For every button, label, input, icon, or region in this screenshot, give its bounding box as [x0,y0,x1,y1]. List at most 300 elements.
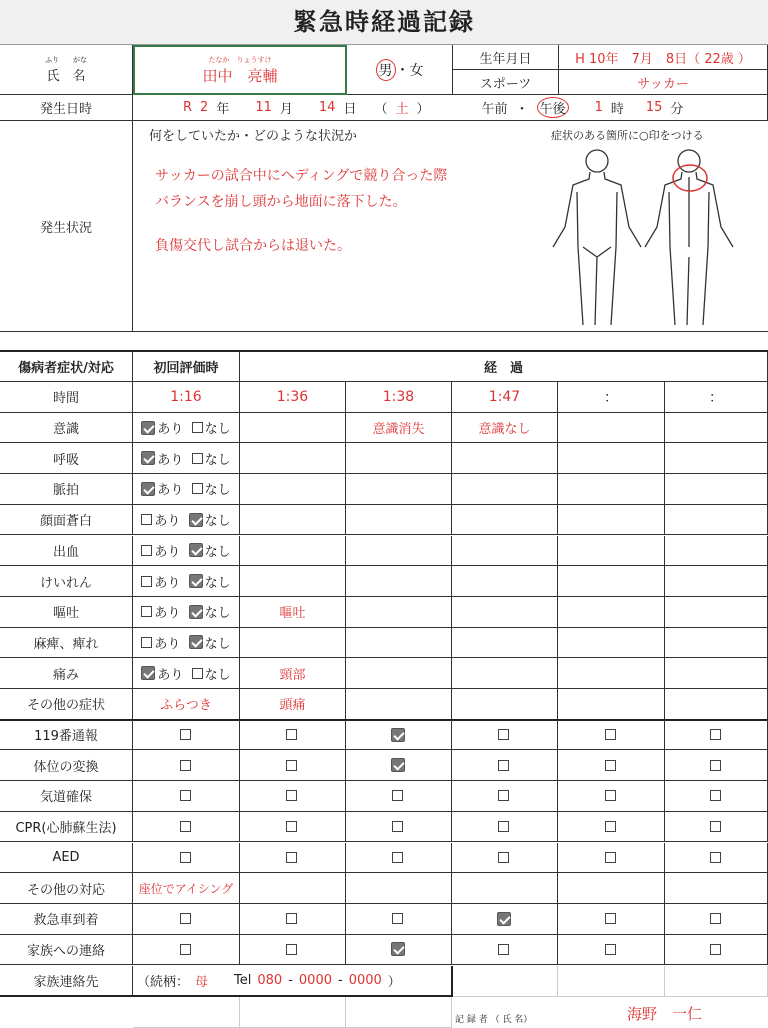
symptom-label-cell [0,658,133,689]
name-ruby: たなか りょうすけ [208,55,272,64]
action-check-cell[interactable] [558,843,665,874]
symptom-note-cell[interactable] [558,413,665,444]
relation: 母 [195,975,209,990]
symptom-note-cell[interactable] [452,413,558,444]
gender-male: 男 [376,59,396,81]
header-col2: 初回評価時 [153,361,219,376]
symptom-label-cell [0,443,133,474]
yes-checkbox[interactable] [141,576,152,587]
gender-field[interactable] [347,45,453,95]
tel-1: 080 [257,973,283,988]
action-checkbox[interactable] [605,944,616,955]
no-label: なし [204,606,231,622]
symptom-note-cell[interactable] [346,597,452,628]
action-checkbox[interactable] [710,729,721,740]
action-checkbox[interactable] [498,852,509,863]
action-checkbox[interactable] [605,729,616,740]
action-check-cell[interactable] [240,935,346,966]
spacer-row [0,332,768,352]
symptom-note: 意識なし [478,422,531,438]
action-check-cell[interactable] [133,843,240,874]
action-check-cell[interactable] [452,720,558,751]
situation-line-1: サッカーの試合中にヘディングで競り合った際 [155,168,448,184]
symptom-note-cell[interactable] [240,597,346,628]
symptom-note-cell[interactable] [346,474,452,505]
yes-label: あり [154,606,181,622]
action-label-cell [0,750,133,781]
action-check-cell[interactable] [665,843,768,874]
yes-checkbox[interactable] [141,421,155,435]
action-check-cell[interactable] [665,750,768,781]
symptom-note-cell[interactable] [665,628,768,659]
name-field[interactable] [133,45,347,95]
symptom-note-cell[interactable] [558,536,665,567]
action-checkbox[interactable] [180,852,191,863]
action-label-cell [0,812,133,843]
symptom-note-cell[interactable] [452,658,558,689]
month: 11 [255,100,272,115]
action-checkbox[interactable] [605,790,616,801]
symptom-initial-cell [133,566,240,597]
tel-close: ） [387,975,401,990]
action-checkbox[interactable] [392,790,403,801]
situation-field[interactable] [133,121,768,332]
header-progress [240,352,768,382]
weekday: 土 [395,102,409,117]
blank-cell [665,966,768,997]
symptom-label-cell [0,413,133,444]
yes-checkbox[interactable] [141,482,155,496]
other-symptom-cell[interactable] [452,689,558,720]
symptom-initial-cell [133,413,240,444]
action-label: 家族への連絡 [26,943,105,959]
action-checkbox[interactable] [498,729,509,740]
symptom-note-cell[interactable] [558,658,665,689]
symptom-initial-cell [133,628,240,659]
no-checkbox[interactable] [192,422,203,433]
date-label: 発生日時 [0,95,133,121]
month-unit: 月 [279,102,293,117]
no-checkbox[interactable] [189,635,203,649]
symptom-note: 意識消失 [372,422,425,438]
no-checkbox[interactable] [192,453,203,464]
symptom-label: けいれん [39,575,92,591]
action-check-cell[interactable] [240,750,346,781]
action-checkbox[interactable] [392,852,403,863]
action-check-cell[interactable] [240,781,346,812]
birth-label: 生年月日 [453,45,559,70]
action-check-cell[interactable] [346,812,452,843]
no-label: なし [204,452,231,468]
body-prompt: 症状のある箇所に○印をつける [551,129,704,142]
action-empty-cell[interactable] [346,873,452,904]
recorder-name[interactable]: 海野 一仁 [627,1005,703,1023]
other-symptom-cell[interactable] [240,689,346,720]
symptom-note-cell[interactable] [240,413,346,444]
yes-label: あり [157,422,184,438]
name-label-cell [0,45,133,95]
action-checkbox[interactable] [180,790,191,801]
action-check-cell[interactable] [346,781,452,812]
symptom-note-cell[interactable] [665,505,768,536]
date-field[interactable] [133,95,768,121]
action-checkbox[interactable] [710,852,721,863]
symptom-note: 頸部 [279,667,306,683]
situation-line-2: バランスを崩し頭から地面に落下した。 [155,194,407,210]
situation-prompt: 何をしていたか・どのような状況か [149,129,358,144]
action-check-cell[interactable] [665,781,768,812]
symptom-label: 麻痺、痺れ [33,636,99,652]
symptom-note-cell[interactable] [665,474,768,505]
no-label: なし [204,544,231,560]
symptom-label-cell [0,474,133,505]
action-check-cell[interactable] [133,781,240,812]
no-checkbox[interactable] [189,543,203,557]
symptom-note-cell[interactable] [452,597,558,628]
symptom-note-cell[interactable] [452,474,558,505]
no-label: なし [204,575,231,591]
symptom-note-cell[interactable] [452,628,558,659]
action-empty-cell[interactable] [665,873,768,904]
minute-unit: 分 [670,102,684,117]
symptom-label-cell [0,505,133,536]
action-checkbox[interactable] [391,942,405,956]
time-label-cell [0,382,133,413]
family-contact-field[interactable] [133,966,453,997]
action-check-cell[interactable] [240,843,346,874]
action-check-cell[interactable] [452,935,558,966]
time-cell[interactable] [452,382,558,413]
symptom-note-cell[interactable] [452,505,558,536]
day-unit: 日 [343,102,357,117]
action-checkbox[interactable] [391,758,405,772]
other-symptom-value: 頭痛 [279,698,306,714]
no-label: なし [204,422,231,438]
symptom-note-cell[interactable] [240,505,346,536]
minute: 15 [645,100,663,115]
time-cell[interactable] [665,382,768,413]
action-checkbox[interactable] [605,852,616,863]
recorder-label: 記 録 者 （ 氏 名） [455,1015,533,1025]
blank-cell [240,997,346,1028]
symptom-label-cell [0,597,133,628]
yes-label: あり [154,636,181,652]
other-symptom-cell[interactable] [346,689,452,720]
action-label: CPR(心肺蘇生法) [15,821,117,837]
action-empty-cell[interactable] [558,873,665,904]
no-label: なし [204,667,231,683]
hour: 1 [594,100,603,115]
relation-label: （続柄： [137,975,190,990]
day: 14 [318,100,336,115]
action-label-cell [0,935,133,966]
action-check-cell[interactable] [240,904,346,935]
yes-checkbox[interactable] [141,514,152,525]
action-check-cell[interactable] [558,812,665,843]
symptom-note-cell[interactable] [346,443,452,474]
birth-value[interactable]: H 10年 7月 8日（ 22歳 ） [559,45,768,70]
action-check-cell[interactable] [346,904,452,935]
era: R [183,100,193,115]
symptom-note-cell[interactable] [665,597,768,628]
action-checkbox[interactable] [605,760,616,771]
symptom-note-cell[interactable] [665,658,768,689]
symptom-initial-cell [133,658,240,689]
action-check-cell[interactable] [665,720,768,751]
other-symptom-value: ふらつき [160,698,212,714]
yes-checkbox[interactable] [141,637,152,648]
weekday-open: （ [374,102,388,117]
action-checkbox[interactable] [286,821,297,832]
symptom-note-cell[interactable] [240,474,346,505]
symptom-label: 出血 [52,544,79,560]
symptom-note-cell[interactable] [240,628,346,659]
action-check-cell[interactable] [452,750,558,781]
action-checkbox[interactable] [180,913,191,924]
header-col1: 傷病者症状/対応 [18,361,114,376]
yes-label: あり [154,514,181,530]
action-checkbox[interactable] [392,821,403,832]
action-check-cell[interactable] [558,781,665,812]
action-check-cell[interactable] [665,812,768,843]
no-checkbox[interactable] [189,574,203,588]
time-cell[interactable] [558,382,665,413]
action-checkbox[interactable] [391,728,405,742]
symptom-label: 意識 [52,422,79,438]
action-check-cell[interactable] [346,750,452,781]
symptom-label: 脈拍 [52,483,79,499]
symptom-note-cell[interactable] [558,443,665,474]
body-diagram-icon[interactable] [545,147,735,329]
no-label: なし [204,483,231,499]
action-empty-cell[interactable] [452,873,558,904]
action-check-cell[interactable] [240,812,346,843]
header-initial [133,352,240,382]
symptom-note-cell[interactable] [240,536,346,567]
symptom-initial-cell [133,597,240,628]
symptom-note-cell[interactable] [665,536,768,567]
action-check-cell[interactable] [665,935,768,966]
symptom-note-cell[interactable] [452,566,558,597]
action-checkbox[interactable] [605,913,616,924]
blank-cell [452,966,558,997]
time-cell[interactable] [133,382,240,413]
symptom-note-cell[interactable] [452,443,558,474]
action-label: AED [52,849,80,865]
action-checkbox[interactable] [286,760,297,771]
action-checkbox[interactable] [180,944,191,955]
symptom-initial-cell [133,443,240,474]
action-check-cell[interactable] [558,750,665,781]
time-cell[interactable] [240,382,346,413]
header-col3: 経 過 [483,361,523,376]
yes-checkbox[interactable] [141,545,152,556]
action-check-cell[interactable] [133,750,240,781]
action-checkbox[interactable] [710,760,721,771]
header-symptom [0,352,133,382]
no-checkbox[interactable] [189,605,203,619]
ampm-sep: ・ [515,102,529,117]
no-checkbox[interactable] [189,513,203,527]
action-checkbox[interactable] [180,760,191,771]
yes-label: あり [157,483,184,499]
action-check-cell[interactable] [558,904,665,935]
action-checkbox[interactable] [710,790,721,801]
time-value: ： [709,389,723,406]
symptom-note-cell[interactable] [558,566,665,597]
time-cell[interactable] [346,382,452,413]
symptom-note-cell[interactable] [665,566,768,597]
action-empty-cell[interactable] [240,873,346,904]
action-text: 座位でアイシング [138,881,234,896]
other-symptom-cell[interactable] [558,689,665,720]
action-checkbox[interactable] [498,760,509,771]
action-checkbox[interactable] [286,729,297,740]
action-checkbox[interactable] [498,821,509,832]
action-check-cell[interactable] [452,781,558,812]
tel-dash-2: - [338,973,343,988]
page-title: 緊急時経過記録 [0,0,768,45]
tel-label: Tel [234,973,252,988]
weekday-close: ） [416,102,430,117]
time-value: ： [604,389,618,406]
symptom-note-cell[interactable] [240,443,346,474]
symptom-label: 痛み [52,667,79,683]
yes-checkbox[interactable] [141,606,152,617]
symptom-note-cell[interactable] [558,597,665,628]
symptom-note: 嘔吐 [279,606,306,622]
action-checkbox[interactable] [286,913,297,924]
action-checkbox[interactable] [498,944,509,955]
am: 午前 [481,102,508,117]
action-checkbox[interactable] [605,821,616,832]
symptom-note-cell[interactable] [558,505,665,536]
no-label: なし [204,636,231,652]
symptom-note-cell[interactable] [346,413,452,444]
yes-checkbox[interactable] [141,451,155,465]
symptom-initial-cell [133,536,240,567]
other-symptom-cell[interactable] [133,689,240,720]
symptom-note-cell[interactable] [346,536,452,567]
action-check-cell[interactable] [346,720,452,751]
action-checkbox[interactable] [710,821,721,832]
action-checkbox[interactable] [286,790,297,801]
action-check-cell[interactable] [133,720,240,751]
symptom-note-cell[interactable] [240,658,346,689]
year-unit: 年 [216,102,230,117]
action-label: 救急車到着 [33,913,99,929]
action-checkbox[interactable] [180,729,191,740]
action-label-cell [0,720,133,751]
action-checkbox[interactable] [286,852,297,863]
action-checkbox[interactable] [498,790,509,801]
action-check-cell[interactable] [558,935,665,966]
sport-value[interactable]: サッカー [559,70,768,95]
situation-line-3: 負傷交代し試合からは退いた。 [155,238,351,254]
name-label: 氏 名 [46,69,86,84]
action-check-cell[interactable] [452,812,558,843]
action-check-cell[interactable] [133,935,240,966]
action-label-cell [0,781,133,812]
time-value: 1:38 [382,388,415,405]
yes-label: あり [154,544,181,560]
symptom-note-cell[interactable] [665,413,768,444]
no-checkbox[interactable] [192,668,203,679]
symptom-note-cell[interactable] [452,536,558,567]
symptom-note-cell[interactable] [346,658,452,689]
other-symptoms-label-cell [0,689,133,720]
symptom-note-cell[interactable] [558,628,665,659]
year: 2 [200,100,209,115]
action-check-cell[interactable] [558,720,665,751]
other-symptoms-label: その他の症状 [26,698,105,714]
time-value: 1:47 [488,388,521,405]
action-label: 体位の変換 [33,759,99,775]
symptom-label-cell [0,536,133,567]
time-value: 1:36 [276,388,309,405]
gender-female: 女 [409,62,424,79]
symptom-note-cell[interactable] [665,443,768,474]
symptom-note-cell[interactable] [346,566,452,597]
action-check-cell[interactable] [133,812,240,843]
action-check-cell[interactable] [665,904,768,935]
time-label: 時間 [52,391,79,407]
no-checkbox[interactable] [192,483,203,494]
symptom-note-cell[interactable] [346,505,452,536]
yes-label: あり [154,575,181,591]
action-label: その他の対応 [26,882,105,898]
tel-dash-1: - [288,973,293,988]
action-check-cell[interactable] [133,904,240,935]
action-label-cell [0,843,133,874]
symptom-label-cell [0,566,133,597]
action-check-cell[interactable] [452,843,558,874]
symptom-note-cell[interactable] [240,566,346,597]
tel-3: 0000 [348,973,382,988]
action-check-cell[interactable] [346,843,452,874]
action-check-cell[interactable] [240,720,346,751]
symptom-note-cell[interactable] [346,628,452,659]
action-checkbox[interactable] [710,944,721,955]
symptom-initial-cell [133,474,240,505]
blank-cell [558,966,665,997]
action-checkbox[interactable] [497,912,511,926]
action-checkbox[interactable] [710,913,721,924]
action-check-cell[interactable] [452,904,558,935]
no-label: なし [204,514,231,530]
yes-label: あり [157,452,184,468]
name-ruby-label: ふり がな [45,56,87,64]
family-contact-label: 家族連絡先 [0,966,133,997]
sport-label: スポーツ [453,70,559,95]
action-check-cell[interactable] [346,935,452,966]
situation-label: 発生状況 [0,121,133,332]
gender-sep: ・ [395,62,410,79]
blank-cell [346,997,452,1028]
yes-checkbox[interactable] [141,666,155,680]
action-text-cell[interactable] [133,873,240,904]
action-checkbox[interactable] [392,913,403,924]
action-label-cell [0,873,133,904]
symptom-note-cell[interactable] [558,474,665,505]
action-checkbox[interactable] [286,944,297,955]
action-checkbox[interactable] [180,821,191,832]
symptom-label: 呼吸 [52,452,79,468]
other-symptom-cell[interactable] [665,689,768,720]
pm: 午後 [537,97,569,118]
action-label-cell [0,904,133,935]
blank-cell [133,997,240,1028]
